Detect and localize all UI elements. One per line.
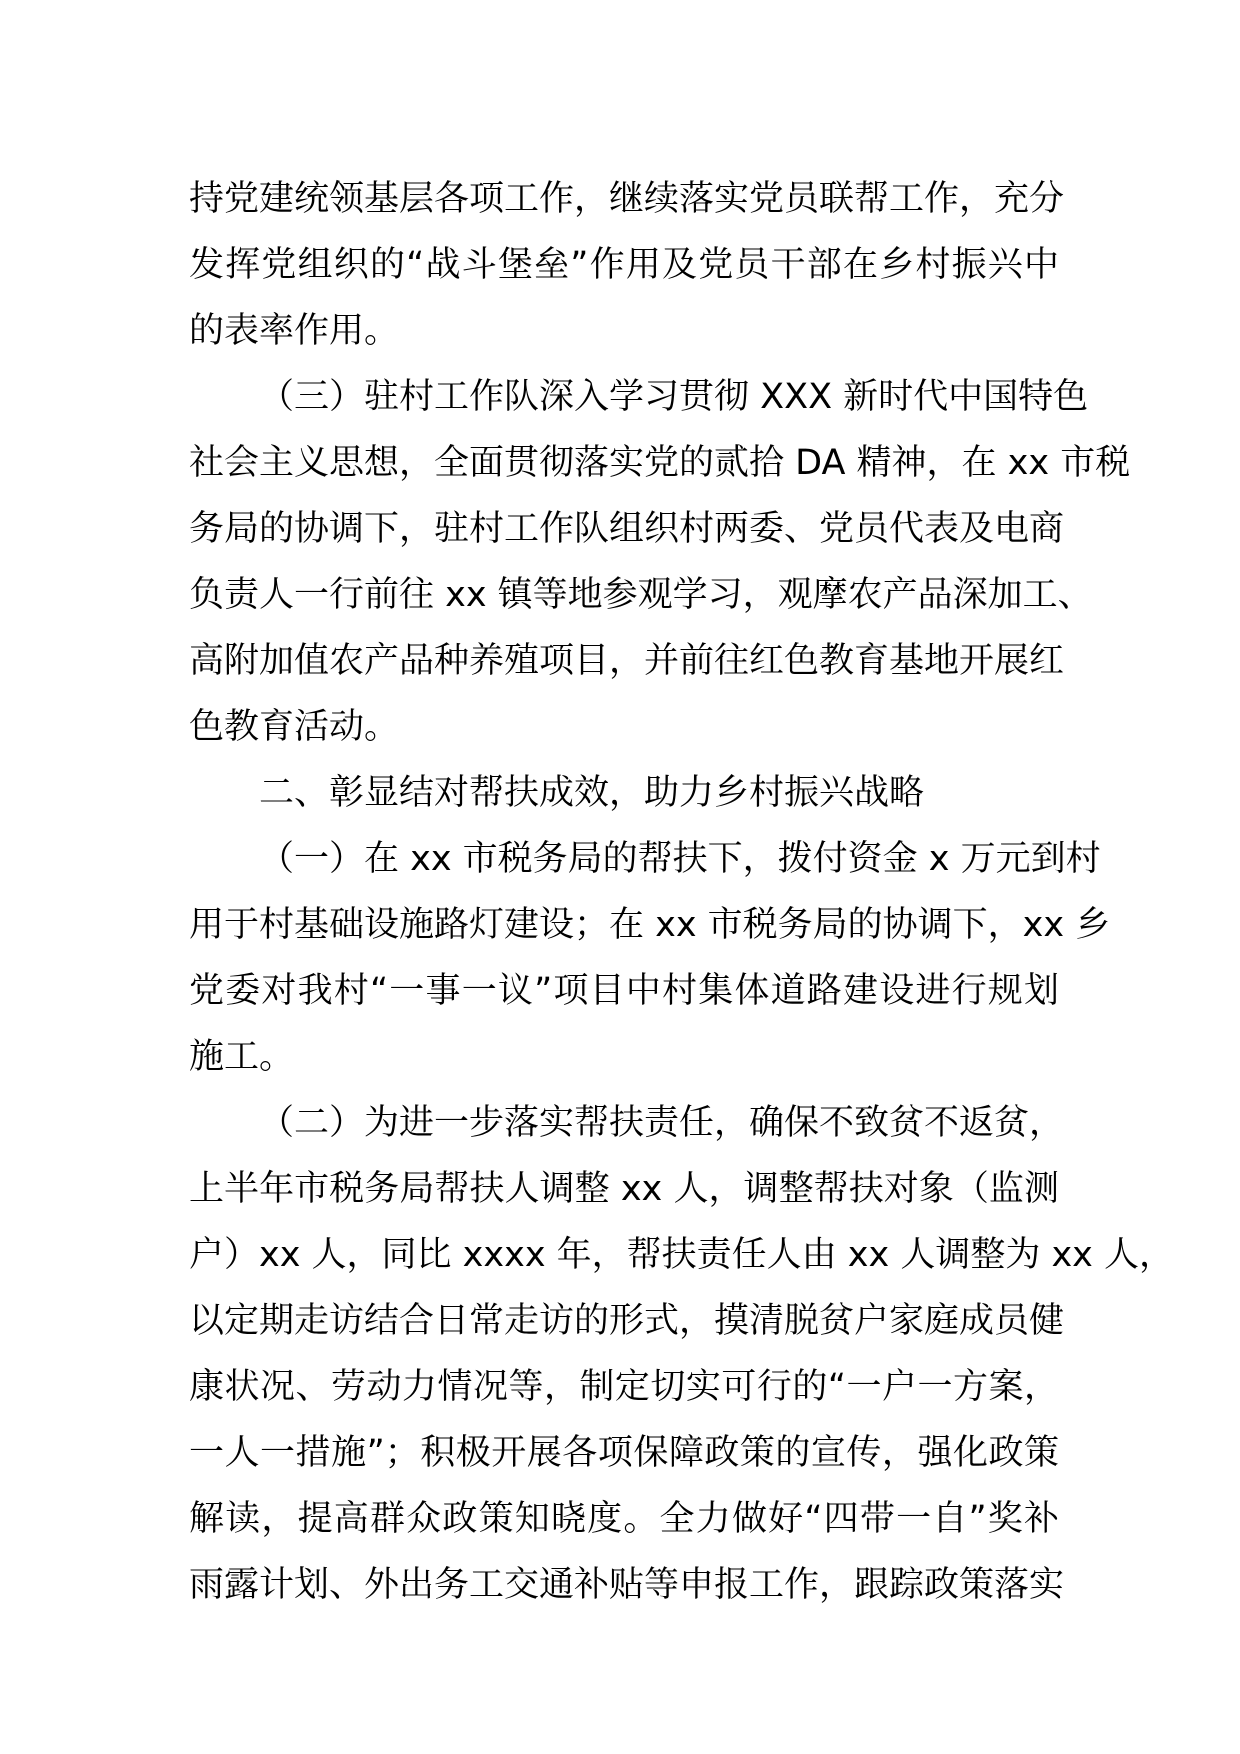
text-line: 一人一措施”；积极开展各项保障政策的宣传，强化政策 bbox=[189, 1433, 1059, 1473]
section-heading: 二、彰显结对帮扶成效，助力乡村振兴战略 bbox=[259, 773, 925, 813]
text-line: 高附加值农产品种养殖项目，并前往红色教育基地开展红 bbox=[189, 641, 1065, 681]
paragraph-heading-line: （一）在 xx 市税务局的帮扶下，拨付资金 x 万元到村 bbox=[259, 839, 1101, 879]
paragraph-heading-line: （三）驻村工作队深入学习贯彻 XXX 新时代中国特色 bbox=[259, 377, 1089, 417]
text-line: 用于村基础设施路灯建设；在 xx 市税务局的协调下，xx 乡 bbox=[189, 905, 1111, 945]
text-line: 上半年市税务局帮扶人调整 xx 人，调整帮扶对象（监测 bbox=[189, 1169, 1059, 1209]
text-line: 持党建统领基层各项工作，继续落实党员联帮工作，充分 bbox=[189, 179, 1065, 219]
text-line: 康状况、劳动力情况等，制定切实可行的“一户一方案， bbox=[189, 1367, 1059, 1407]
text-line: 负责人一行前往 xx 镇等地参观学习，观摩农产品深加工、 bbox=[189, 575, 1093, 615]
text-line: 社会主义思想，全面贯彻落实党的贰拾 DA 精神，在 xx 市税 bbox=[189, 443, 1131, 483]
text-line: 以定期走访结合日常走访的形式，摸清脱贫户家庭成员健 bbox=[189, 1301, 1065, 1341]
paragraph-heading-line: （二）为进一步落实帮扶责任，确保不致贫不返贫， bbox=[259, 1103, 1065, 1143]
text-line: 施工。 bbox=[189, 1037, 295, 1077]
text-line: 党委对我村“一事一议”项目中村集体道路建设进行规划 bbox=[189, 971, 1059, 1011]
text-line: 雨露计划、外出务工交通补贴等申报工作，跟踪政策落实 bbox=[189, 1565, 1065, 1605]
text-line: 发挥党组织的“战斗堡垒”作用及党员干部在乡村振兴中 bbox=[189, 245, 1059, 285]
text-line: 的表率作用。 bbox=[189, 311, 400, 351]
text-line: 色教育活动。 bbox=[189, 707, 400, 747]
text-line: 户）xx 人，同比 xxxx 年，帮扶责任人由 xx 人调整为 xx 人， bbox=[189, 1235, 1175, 1275]
text-line: 解读，提高群众政策知晓度。全力做好“四带一自”奖补 bbox=[189, 1499, 1059, 1539]
text-line: 务局的协调下，驻村工作队组织村两委、党员代表及电商 bbox=[189, 509, 1065, 549]
